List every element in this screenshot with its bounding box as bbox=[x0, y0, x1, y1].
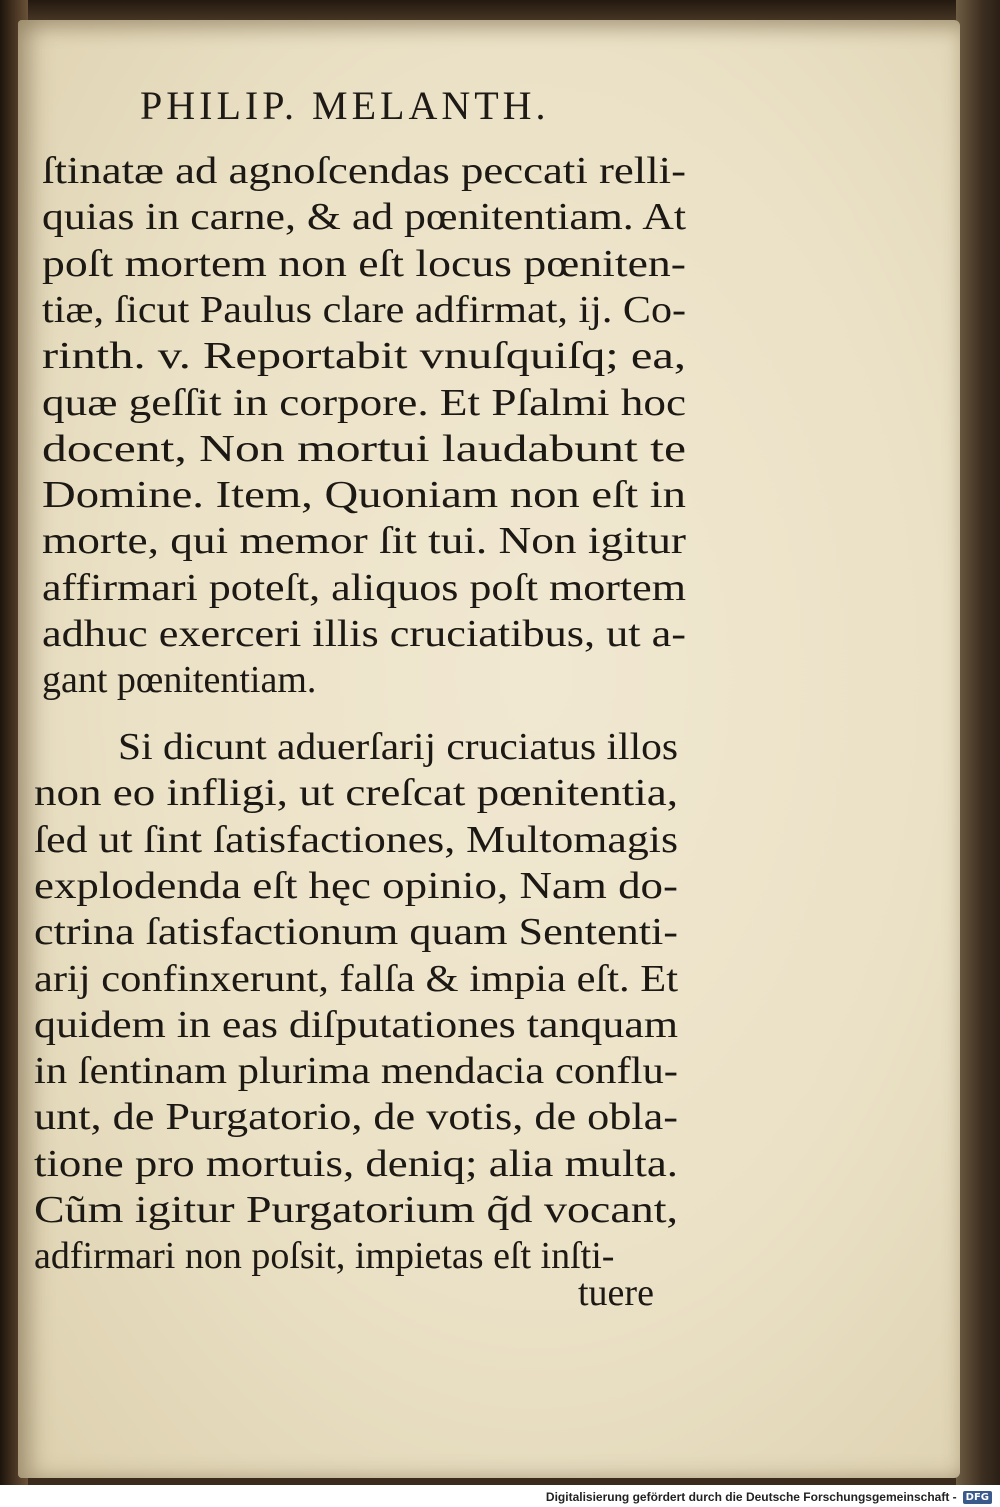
running-head: PHILIP. MELANTH. bbox=[140, 83, 550, 128]
text-line: quæ geſſit in corpore. Et Pſalmi hoc bbox=[42, 381, 687, 424]
text-line: morte, qui memor ſit tui. Non igitur bbox=[42, 520, 686, 563]
dfg-logo: DFG bbox=[963, 1491, 992, 1504]
text-line: in ſentinam plurima mendacia conflu- bbox=[34, 1050, 679, 1093]
text-line: non eo infligi, ut creſcat pœnitentia, bbox=[34, 772, 678, 815]
text-line: ctrina ſatisfactionum quam Sententi- bbox=[34, 911, 678, 954]
text-line: adfirmari non poſsit, impietas eſt inſti- bbox=[34, 1235, 615, 1278]
text-line: arij confinxerunt, falſa & impia eſt. Et bbox=[34, 957, 679, 1000]
text-line: ſed ut ſint ſatisfactiones, Multomagis bbox=[34, 818, 679, 861]
text-line: tione pro mortuis, deniq; alia multa. bbox=[34, 1142, 679, 1185]
text-line: rinth. v. Reportabit vnuſquiſq; ea, bbox=[42, 335, 686, 378]
footer-strip bbox=[0, 1485, 1000, 1507]
credit-text: Digitalisierung gefördert durch die Deutsche Forschungsgemeinschaft - bbox=[545, 1490, 957, 1504]
catchword: tuere bbox=[578, 1272, 654, 1314]
text-line: tiæ, ſicut Paulus clare adfirmat, ij. Co- bbox=[42, 288, 687, 331]
book-fore-edge bbox=[956, 0, 1000, 1490]
text-line: ſtinatæ ad agnoſcendas peccati relli- bbox=[42, 150, 686, 192]
text-line: Domine. Item, Quoniam non eſt in bbox=[42, 474, 687, 517]
text-line: poſt mortem non eſt locus pœniten- bbox=[42, 242, 686, 285]
text-line: adhuc exerceri illis cruciatibus, ut a- bbox=[42, 613, 686, 655]
text-line: docent, Non mortui laudabunt te bbox=[42, 427, 686, 470]
text-line: explodenda eſt hęc opinio, Nam do- bbox=[34, 864, 678, 907]
digitization-credit bbox=[546, 1490, 992, 1504]
text-line: gant pœnitentiam. bbox=[42, 659, 317, 702]
text-line: unt, de Purgatorio, de votis, de obla- bbox=[34, 1096, 679, 1139]
text-line: affirmari poteſt, aliquos poſt mortem bbox=[42, 566, 686, 609]
text-line: Cũm igitur Purgatorium q̃d vocant, bbox=[34, 1189, 679, 1231]
text-line: Si dicunt aduerſarij cruciatus illos bbox=[118, 726, 679, 768]
text-line: quias in carne, & ad pœnitentiam. At bbox=[42, 196, 686, 239]
text-line: quidem in eas diſputationes tanquam bbox=[34, 1003, 678, 1046]
